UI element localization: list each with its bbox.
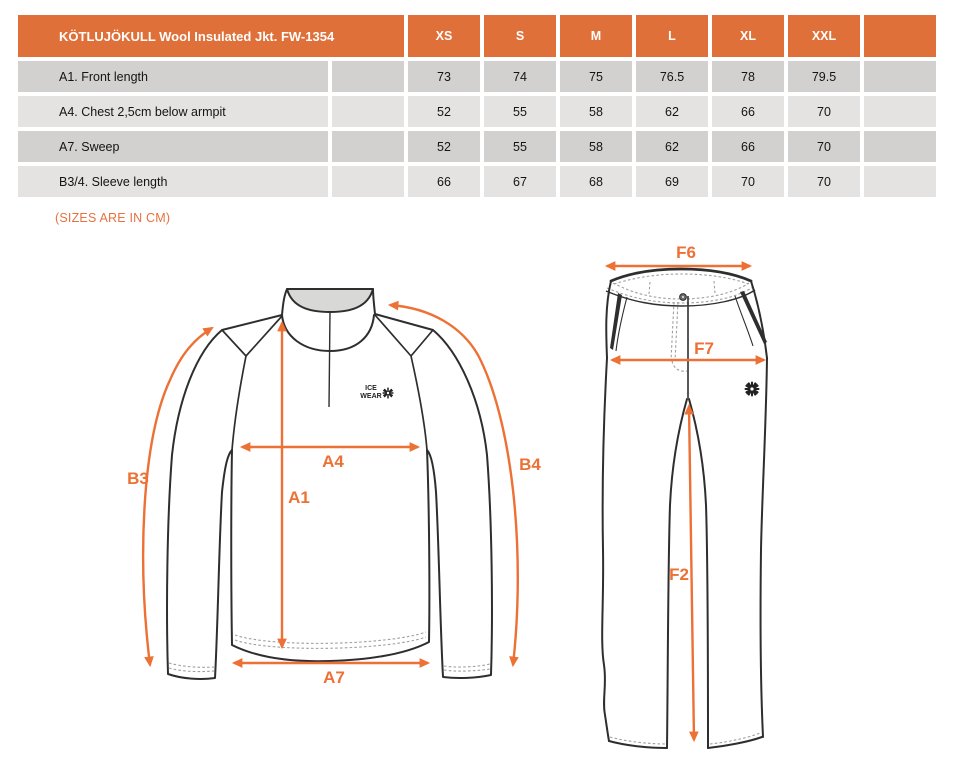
size-value: 58	[560, 96, 632, 127]
size-value: 55	[484, 131, 556, 162]
a4-label: A4	[322, 452, 344, 471]
size-column-header-s: S	[484, 15, 556, 57]
raglan-seam-right	[375, 315, 433, 450]
leg-left-hem	[609, 741, 667, 748]
pocket-trim-left	[610, 293, 622, 350]
size-value: 76.5	[636, 61, 708, 92]
size-value: 74	[484, 61, 556, 92]
size-value: 62	[636, 96, 708, 127]
a1-label: A1	[288, 488, 310, 507]
beltloop-marks	[649, 281, 715, 294]
f2-arrow	[689, 406, 694, 740]
size-value: 78	[712, 61, 784, 92]
leg-right-hem	[708, 737, 762, 748]
size-value: 70	[788, 131, 860, 162]
pocket-edge-right	[735, 296, 753, 346]
size-value: 66	[712, 96, 784, 127]
size-value: 66	[712, 131, 784, 162]
size-value: 55	[484, 96, 556, 127]
size-value: 70	[788, 96, 860, 127]
table-title: KÖTLUJÖKULL Wool Insulated Jkt. FW-1354	[18, 15, 404, 57]
size-value: 68	[560, 166, 632, 197]
measurement-label: A1. Front length	[18, 61, 328, 92]
leg-left-outer	[602, 358, 609, 741]
hem-stitch	[235, 632, 426, 648]
size-value: 69	[636, 166, 708, 197]
jacket-diagram	[127, 289, 541, 687]
f7-label: F7	[694, 339, 714, 358]
icewear-logo	[360, 385, 393, 400]
size-column-header-l: L	[636, 15, 708, 57]
pocket-trim-right	[740, 291, 767, 344]
size-value: 52	[408, 131, 480, 162]
size-value: 66	[408, 166, 480, 197]
snowflake-icon	[383, 388, 393, 398]
b3-label: B3	[127, 469, 149, 488]
size-value: 58	[560, 131, 632, 162]
zipper-line	[329, 312, 330, 407]
f2-label: F2	[669, 565, 689, 584]
snowflake-icon	[746, 383, 759, 396]
size-value: 62	[636, 131, 708, 162]
size-value: 67	[484, 166, 556, 197]
measurement-label: B3/4. Sleeve length	[18, 166, 328, 197]
b4-label: B4	[519, 455, 541, 474]
size-value: 73	[408, 61, 480, 92]
size-value: 70	[788, 166, 860, 197]
b3-arrow	[143, 328, 212, 665]
size-column-header-xxl: XXL	[788, 15, 860, 57]
waist-button-center	[682, 296, 684, 298]
leg-right-outer	[761, 358, 767, 737]
logo-line1: ICE	[365, 385, 377, 392]
a7-label: A7	[323, 668, 345, 687]
raglan-seam-left	[222, 316, 282, 450]
measurement-label: A7. Sweep	[18, 131, 328, 162]
measurement-label: A4. Chest 2,5cm below armpit	[18, 96, 328, 127]
size-column-header-xl: XL	[712, 15, 784, 57]
cuff-stitch-right	[444, 664, 490, 671]
size-column-header-xs: XS	[408, 15, 480, 57]
neck-curve	[282, 315, 374, 351]
size-value: 79.5	[788, 61, 860, 92]
size-value: 75	[560, 61, 632, 92]
f6-label: F6	[676, 243, 696, 262]
size-column-header-m: M	[560, 15, 632, 57]
b4-arrow	[390, 305, 518, 665]
waist-stitch-parallel	[614, 274, 748, 284]
collar-top	[287, 289, 373, 312]
units-note: (SIZES ARE IN CM)	[55, 211, 171, 225]
pants-diagram	[602, 243, 767, 748]
size-value: 70	[712, 166, 784, 197]
size-value: 52	[408, 96, 480, 127]
logo-line2: WEAR	[360, 393, 382, 400]
leg-right-hem-stitch	[710, 733, 760, 744]
cuff-stitch-left	[169, 663, 214, 672]
